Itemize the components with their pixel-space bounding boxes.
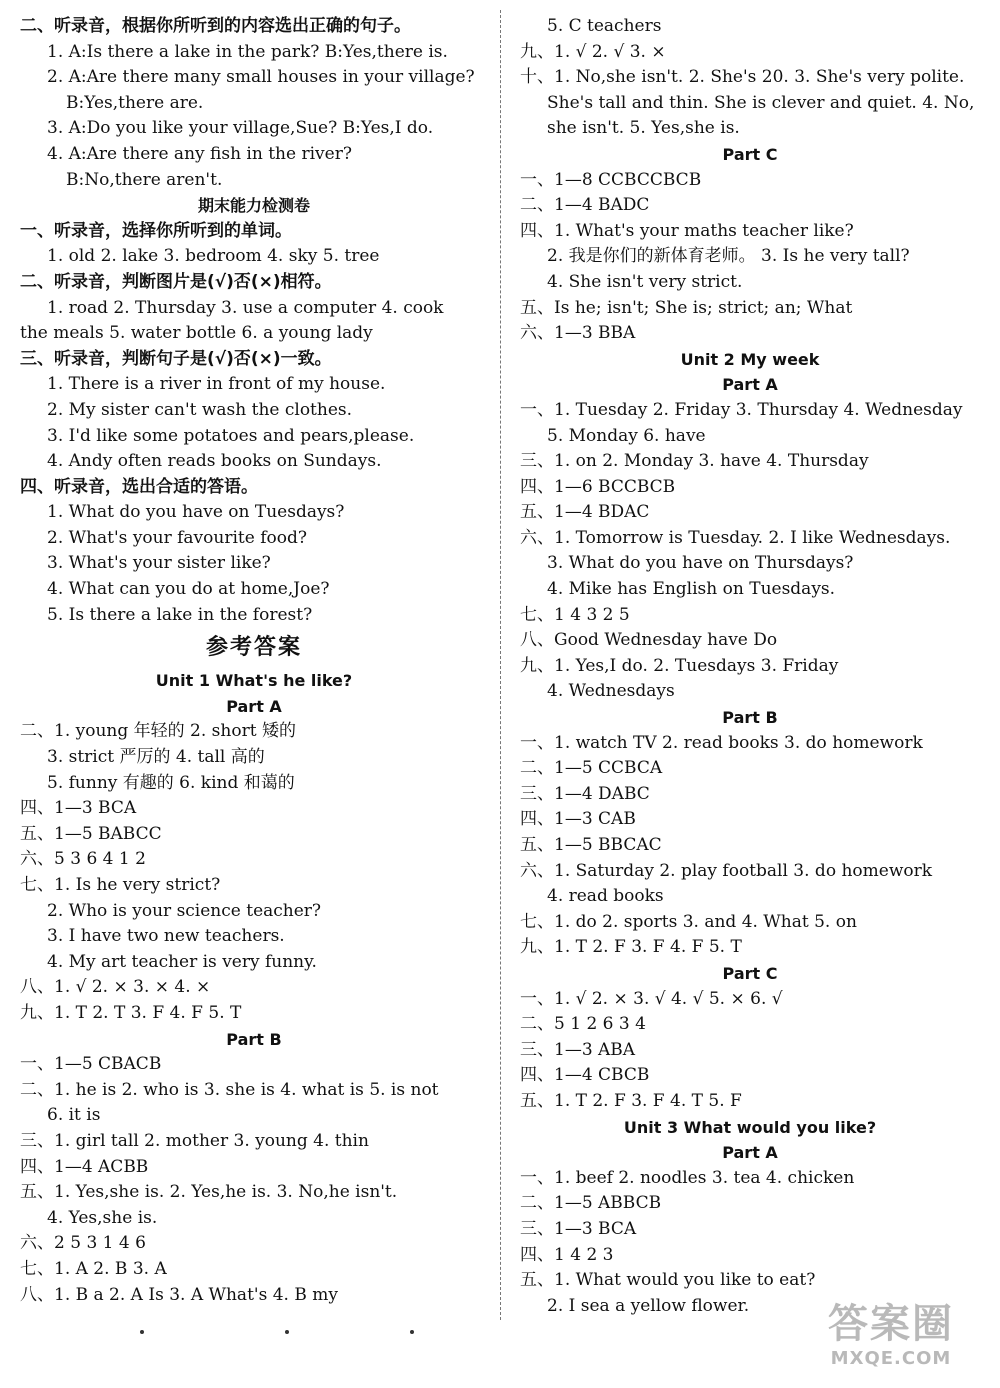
answer-line: 1. road 2. Thursday 3. use a computer 4. cook [47, 297, 444, 318]
answer-line: 4. read books [547, 886, 664, 907]
answer-line: 一、1. √ 2. × 3. √ 4. √ 5. × 6. √ [520, 988, 783, 1009]
answer-line: B:No,there aren't. [66, 169, 223, 190]
answer-line: 2. My sister can't wash the clothes. [47, 399, 353, 420]
answer-line: 九、1. T 2. F 3. F 4. F 5. T [520, 937, 742, 958]
answer-line: 五、1. T 2. F 3. F 4. T 5. F [520, 1090, 742, 1111]
answer-line: 四、1. What's your maths teacher like? [520, 220, 854, 241]
section-heading: Part B [226, 1029, 282, 1049]
answer-line: 九、1. T 2. T 3. F 4. F 5. T [20, 1002, 242, 1023]
answer-line: 二、1. young 年轻的 2. short 矮的 [20, 721, 296, 742]
answer-line: 九、1. Yes,I do. 2. Tuesdays 3. Friday [520, 655, 839, 676]
watermark [796, 1300, 986, 1380]
answer-line: 5. funny 有趣的 6. kind 和蔼的 [47, 772, 295, 793]
section-heading: 四、听录音，选出合适的答语。 [20, 476, 258, 497]
answer-line: 三、1—3 ABA [520, 1039, 636, 1060]
answer-line: 3. I'd like some potatoes and pears,please. [47, 425, 415, 446]
answer-line: 5. Is there a lake in the forest? [47, 604, 313, 625]
answer-line: 2. What's your favourite food? [47, 527, 307, 548]
answer-line: 七、1. Is he very strict? [20, 875, 221, 895]
answer-line: 三、1—3 BCA [520, 1218, 637, 1239]
answer-line: 四、1—3 CAB [520, 809, 636, 830]
answer-line: 七、1. A 2. B 3. A [20, 1258, 167, 1279]
answer-line: 二、1—5 CCBCA [520, 758, 663, 779]
answer-line: 五、1—5 BBCAC [520, 835, 662, 855]
answer-line: 六、1. Saturday 2. play football 3. do homework [520, 860, 933, 881]
column-divider [500, 10, 501, 1320]
answer-line: 4. Yes,she is. [47, 1207, 158, 1228]
answer-line: 六、1—3 BBA [520, 323, 636, 344]
answer-line: 1. What do you have on Tuesdays? [47, 502, 345, 523]
answer-line: 六、5 3 6 4 1 2 [20, 849, 146, 870]
answer-line: 4. Mike has English on Tuesdays. [547, 579, 836, 600]
watermark-logo: 答案圈 [828, 1301, 954, 1347]
answer-line: 一、1. Tuesday 2. Friday 3. Thursday 4. Wednesday [520, 399, 963, 420]
answer-line: 3. A:Do you like your village,Sue? B:Yes,I do. [47, 118, 434, 139]
right-column [520, 14, 980, 1319]
answer-line: 五、1. Yes,she is. 2. Yes,he is. 3. No,he isn't. [20, 1182, 398, 1203]
answer-line: 四、1—4 CBCB [520, 1065, 650, 1086]
section-heading: Part A [722, 1143, 778, 1163]
section-heading: 参考答案 [205, 635, 302, 661]
answer-line: 七、1 4 3 2 5 [520, 604, 630, 625]
answer-line: 6. it is [47, 1105, 101, 1126]
section-heading: 二、听录音，根据你所听到的内容选出正确的句子。 [20, 16, 411, 36]
answer-line: 4. What can you do at home,Joe? [47, 579, 330, 600]
section-heading: Part A [722, 375, 778, 395]
answer-line: 二、5 1 2 6 3 4 [520, 1014, 646, 1035]
answer-line: 2. A:Are there many small houses in your village? [47, 67, 475, 88]
answer-line: 八、Good Wednesday have Do [520, 630, 778, 651]
answer-line: she isn't. 5. Yes,she is. [547, 118, 740, 139]
answer-line: 二、1—4 BADC [520, 195, 650, 216]
section-heading: 期末能力检测卷 [197, 196, 310, 216]
section-heading: 三、听录音，判断句子是(√)否(×)一致。 [20, 348, 332, 369]
answer-line: 九、1. √ 2. √ 3. × [520, 41, 666, 62]
answer-line: 4. She isn't very strict. [547, 271, 743, 292]
answer-line: 2. I sea a yellow flower. [547, 1295, 750, 1316]
answer-line: 十、1. No,she isn't. 2. She's 20. 3. She's very polite. [520, 67, 965, 88]
answer-line: 三、1. girl tall 2. mother 3. young 4. thin [20, 1130, 369, 1151]
answer-line: 一、1. beef 2. noodles 3. tea 4. chicken [520, 1167, 855, 1188]
answer-line: 3. strict 严厉的 4. tall 高的 [47, 747, 265, 768]
answer-line: 六、2 5 3 1 4 6 [20, 1233, 146, 1254]
section-heading: Part C [722, 144, 778, 164]
section-heading: Unit 1 What's he like? [155, 671, 353, 691]
answer-line: 1. old 2. lake 3. bedroom 4. sky 5. tree [47, 246, 380, 267]
answer-line: 4. Andy often reads books on Sundays. [47, 451, 382, 472]
section-heading: Unit 2 My week [680, 349, 820, 369]
answer-line: 5. Monday 6. have [547, 425, 706, 446]
left-column [20, 14, 488, 1308]
answer-line: 八、1. B a 2. A Is 3. A What's 4. B my [20, 1284, 338, 1305]
answer-line: 五、1. What would you like to eat? [520, 1270, 816, 1291]
answer-line: 五、Is he; isn't; She is; strict; an; What [520, 297, 853, 318]
answer-line: 四、1—3 BCA [20, 798, 137, 819]
answer-line: 五、1—5 BABCC [20, 823, 162, 844]
answer-line: 七、1. do 2. sports 3. and 4. What 5. on [520, 911, 857, 932]
section-heading: Part A [226, 696, 282, 716]
answer-line: 四、1—4 ACBB [20, 1156, 149, 1177]
answer-line: 三、1. on 2. Monday 3. have 4. Thursday [520, 451, 869, 472]
answer-line: She's tall and thin. She is clever and quiet. 4. No, [547, 92, 975, 113]
answer-line: 4. My art teacher is very funny. [47, 951, 317, 972]
answer-line: 5. C teachers [547, 16, 662, 36]
answer-line: 1. There is a river in front of my house. [47, 374, 386, 395]
answer-line: 二、1. he is 2. who is 3. she is 4. what is 5. is not [20, 1079, 439, 1100]
section-heading: 一、听录音，选择你所听到的单词。 [20, 220, 292, 241]
answer-line: 2. Who is your science teacher? [47, 900, 322, 921]
answer-line: 一、1—8 CCBCCBCB [520, 169, 702, 190]
answer-line: the meals 5. water bottle 6. a young lady [20, 323, 373, 344]
answer-line: 八、1. √ 2. × 3. × 4. × [20, 977, 211, 998]
answer-line: 五、1—4 BDAC [520, 502, 650, 523]
answer-line: 1. A:Is there a lake in the park? B:Yes,there is. [47, 41, 448, 62]
answer-line: 4. Wednesdays [547, 681, 675, 702]
answer-line: 四、1 4 2 3 [520, 1244, 614, 1265]
section-heading: Part C [722, 963, 778, 983]
answer-line: 4. A:Are there any fish in the river? [47, 143, 352, 164]
answer-line: 六、1. Tomorrow is Tuesday. 2. I like Wednesdays. [520, 527, 951, 548]
answer-line: 3. What do you have on Thursdays? [547, 553, 854, 574]
answer-line: B:Yes,there are. [66, 92, 204, 113]
watermark-url: MXQE.COM [830, 1348, 952, 1369]
answer-line: 三、1—4 DABC [520, 783, 650, 804]
answer-line: 二、1—5 ABBCB [520, 1193, 662, 1214]
section-heading: Part B [722, 708, 778, 728]
answer-line: 2. 我是你们的新体育老师。 3. Is he very tall? [547, 246, 910, 267]
answer-line: 3. I have two new teachers. [47, 926, 285, 947]
footer-marks [140, 1330, 440, 1342]
answer-line: 3. What's your sister like? [47, 553, 271, 574]
section-heading: 二、听录音，判断图片是(√)否(×)相符。 [20, 271, 332, 292]
answer-line: 四、1—6 BCCBCB [520, 476, 676, 497]
answer-line: 一、1. watch TV 2. read books 3. do homework [520, 732, 923, 753]
answer-line: 一、1—5 CBACB [20, 1054, 162, 1075]
section-heading: Unit 3 What would you like? [623, 1117, 877, 1137]
